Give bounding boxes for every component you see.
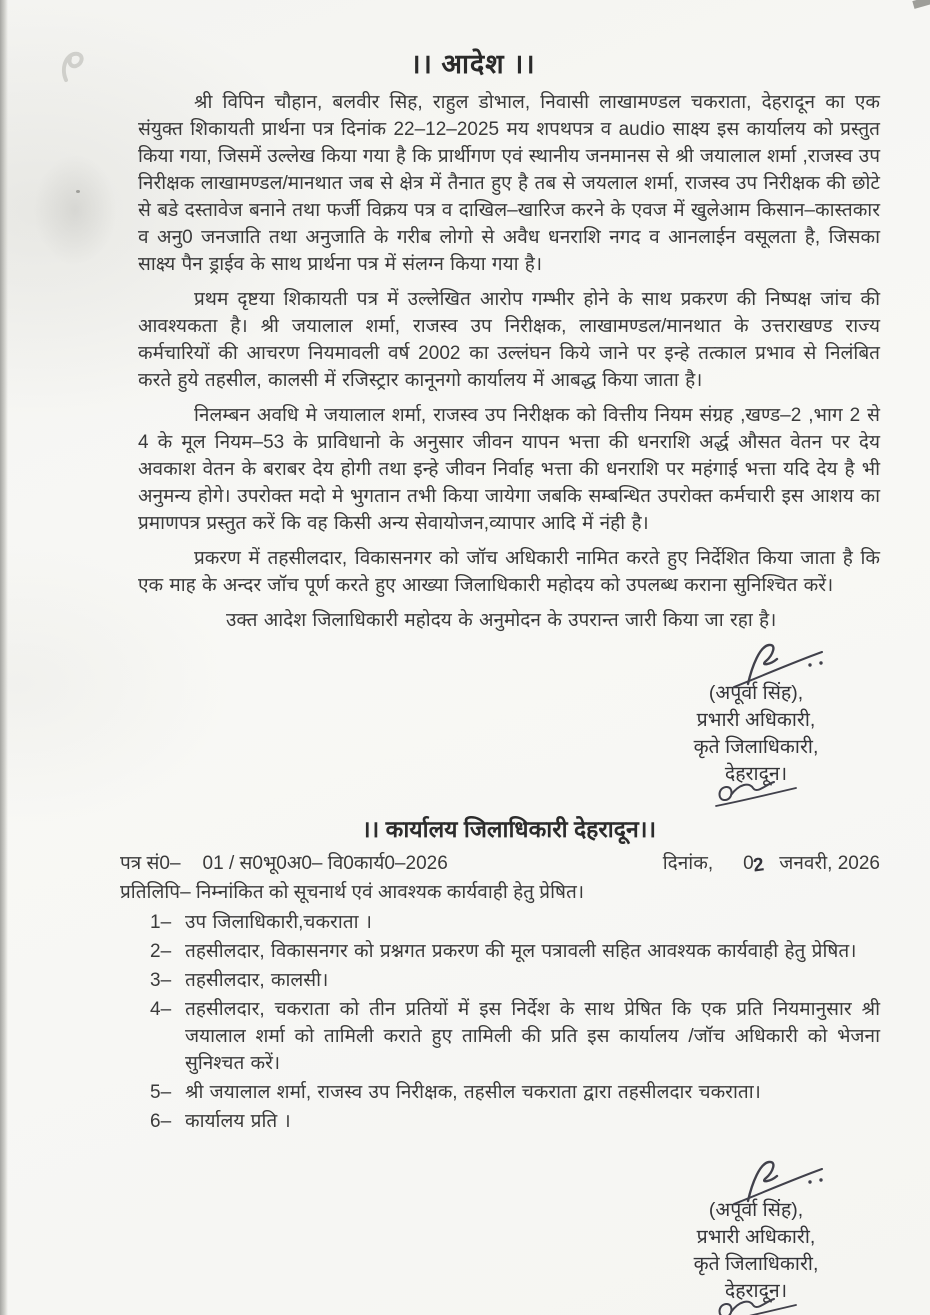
signatory-on-behalf: कृते जिलाधिकारी, xyxy=(693,1253,819,1275)
signatory-name: (अपूर्वा सिंह), xyxy=(708,1199,804,1221)
list-item-text: तहसीलदार, कालसी। xyxy=(185,970,329,991)
signature-block-bottom xyxy=(640,1159,872,1305)
list-item xyxy=(150,1108,880,1135)
letter-number-value: 01 / स0भू0अ0– वि0कार्य0–2026 xyxy=(202,853,448,874)
list-item xyxy=(150,938,880,965)
list-item-number: 1– xyxy=(150,912,172,933)
date-month-year: जनवरी, 2026 xyxy=(779,853,880,874)
list-item-text: उप जिलाधिकारी,चकराता । xyxy=(185,912,372,933)
list-item-text: कार्यालय प्रति । xyxy=(185,1111,291,1132)
date-field xyxy=(663,850,880,877)
signatory-place: देहरादून। xyxy=(724,1280,788,1302)
date-day-printed: 0 xyxy=(743,853,754,874)
date-day-handwritten: 2 xyxy=(751,854,765,877)
signature-scribble-icon xyxy=(732,640,832,688)
signatory-designation: प्रभारी अधिकारी, xyxy=(696,709,816,731)
stamp-scribble-icon xyxy=(714,1293,800,1315)
letter-reference-row xyxy=(120,850,880,877)
list-item-number: 4– xyxy=(150,999,172,1020)
order-paragraph-2: प्रथम दृष्टया शिकायती पत्र में उल्लेखित आरोप गम्भीर होने के साथ प्रकरण की निष्पक्ष जांच की आवश्यकता है। श्री जयालाल शर्मा, राजस्व उप निरीक्षक, लाखामण्डल/मानथात के उत्तराखण्ड राज्य कर्मचारियों की आचरण नियमावली वर्ष 2002 का उल्लंघन किये जाने पर इन्हे तत्काल प्रभाव से निलंबित करते हुये तहसील, कालसी में रजिस्ट्रार कानूनगो कार्यालय में आबद्ध किया जाता है। xyxy=(138,289,880,391)
list-item-text: तहसीलदार, चकराता को तीन प्रतियों में इस निर्देश के साथ प्रेषित कि एक प्रति नियमानुसार श्री जयालाल शर्मा को तामिली कराते हुए तामिली की प्रति इस कार्यालय /जॉच अधिकारी को भेजना सुनिश्चत करें। xyxy=(185,999,880,1074)
signatory-designation: प्रभारी अधिकारी, xyxy=(696,1226,816,1248)
list-item-text: तहसीलदार, विकासनगर को प्रश्नगत प्रकरण की मूल पत्रावली सहित आवश्यक कार्यवाही हेतु प्रेषित। xyxy=(185,941,857,962)
list-item-text: श्री जयालाल शर्मा, राजस्व उप निरीक्षक, तहसील चकराता द्वारा तहसीलदार चकराता। xyxy=(185,1082,761,1103)
list-item-number: 3– xyxy=(150,970,172,991)
signatory-name: (अपूर्वा सिंह), xyxy=(708,682,804,704)
list-item xyxy=(150,996,880,1077)
copy-distribution-line: प्रतिलिपि– निम्नांकित को सूचनार्थ एवं आवश्यक कार्यवाही हेतु प्रेषित। xyxy=(120,882,585,903)
stamp-scribble-icon xyxy=(714,776,800,810)
order-paragraph-5: उक्त आदेश जिलाधिकारी महोदय के अनुमोदन के उपरान्त जारी किया जा रहा है। xyxy=(226,610,777,631)
list-item xyxy=(150,967,880,994)
signatory-place: देहरादून। xyxy=(724,763,788,785)
signature-scribble-icon xyxy=(732,1157,832,1205)
signature-block-top xyxy=(640,642,872,788)
list-item-number: 5– xyxy=(150,1082,172,1103)
list-item-number: 2– xyxy=(150,941,172,962)
list-item xyxy=(150,1079,880,1106)
letter-number-label: पत्र सं0– xyxy=(120,853,181,874)
order-paragraph-1: श्री विपिन चौहान, बलवीर सिह, राहुल डोभाल, निवासी लाखामण्डल चकराता, देहरादून का एक संयुक्त शिकायती प्रार्थना पत्र दिनांक 22–12–2025 मय शपथपत्र व audio साक्ष्य इस कार्यालय को प्रस्तुत किया गया, जिसमें उल्लेख किया गया है कि प्रार्थीगण एवं स्थानीय जनमानस से श्री जयालाल शर्मा ,राजस्व उप निरीक्षक लाखामण्डल/मानथात जब से क्षेत्र में तैनात हुए है तब से जयलाल शर्मा, राजस्व उप निरीक्षक की छोटे से बडे दस्तावेज बनाने तथा फर्जी विक्रय पत्र व दाखिल–खारिज करने के एवज में खुलेआम किसान–कास्तकार व अनु0 जनजाति तथा अनुजाति के गरीब लोगो से अवैध धनराशि नगद व आनलाईन वसूलता है, जिसका साक्ष्य पैन ड्राईव के साथ प्रार्थना पत्र में संलग्न किया गया है। xyxy=(138,92,880,275)
order-title: ।। आदेश ।। xyxy=(410,49,536,79)
order-paragraph-4: प्रकरण में तहसीलदार, विकासनगर को जॉच अधिकारी नामित करते हुए निर्देशित किया जाता है कि एक माह के अन्दर जॉच पूर्ण करते हुए आख्या जिलाधिकारी महोदय को उपलब्ध कराना सुनिश्चित करें। xyxy=(138,548,880,596)
signatory-on-behalf: कृते जिलाधिकारी, xyxy=(693,736,819,758)
date-label: दिनांक, xyxy=(662,853,714,874)
list-item-number: 6– xyxy=(150,1111,172,1132)
order-paragraph-3: निलम्बन अवधि मे जयालाल शर्मा, राजस्व उप निरीक्षक को वित्तीय नियम संग्रह ,खण्ड–2 ,भाग 2 से 4 के मूल नियम–53 के प्राविधानो के अनुसार जीवन यापन भत्ता की धनराशि अर्द्ध औसत वेतन पर देय अवकाश वेतन के बराबर देय होगी तथा इन्हे जीवन निर्वाह भत्ता की धनराशि पर महंगाई भत्ता यदि देय है भी अनुमन्य होगे। उपरोक्त मदो मे भुगतान तभी किया जायेगा जबकि सम्बन्धित उपरोक्त कर्मचारी इस आशय का प्रमाणपत्र प्रस्तुत करें कि वह किसी अन्य सेवायोजन,व्यापार आदि में नंही है। xyxy=(138,405,880,534)
list-item xyxy=(150,909,880,936)
distribution-list xyxy=(150,909,880,1135)
office-section-header: ।। कार्यालय जिलाधिकारी देहरादून।। xyxy=(361,816,657,842)
